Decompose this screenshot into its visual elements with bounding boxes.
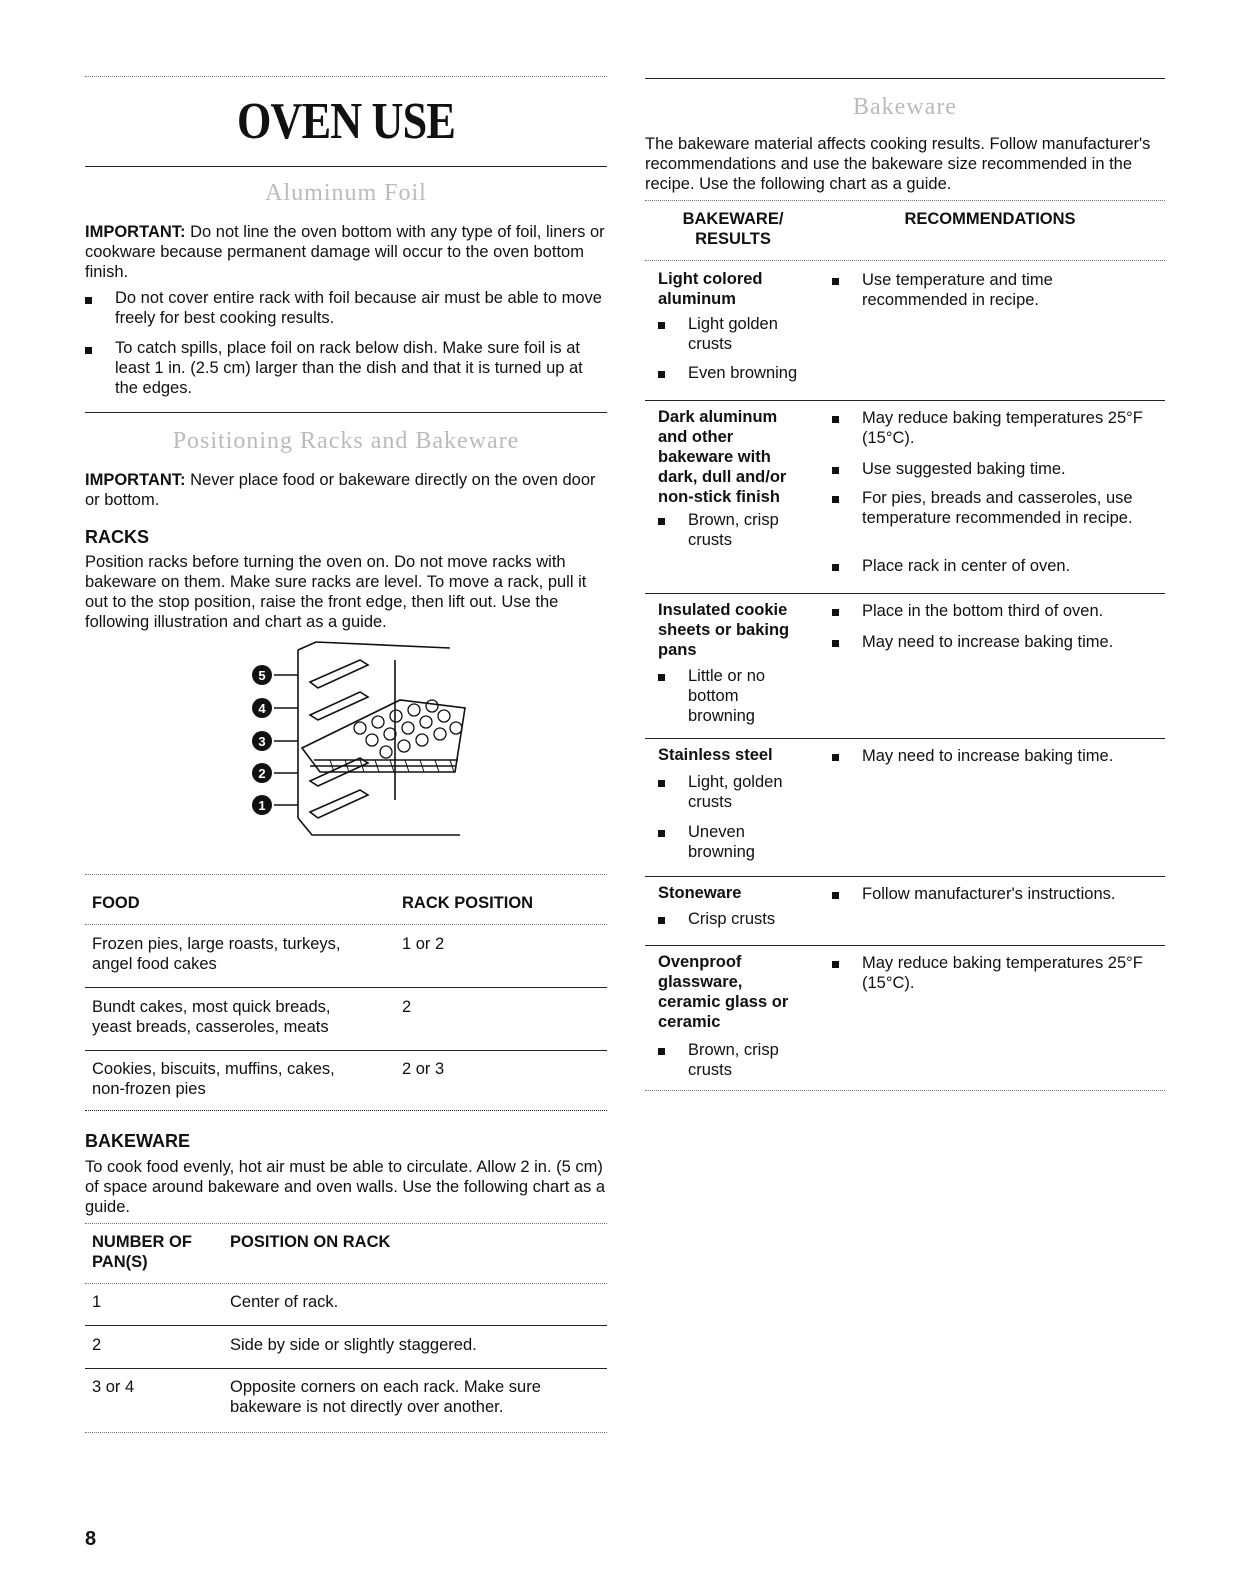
important-label: IMPORTANT: <box>85 223 186 241</box>
pan-position-cell: Opposite corners on each rack. Make sure bakeware is not directly over another. <box>230 1378 541 1416</box>
recommendation-text: May reduce baking temperatures 25°F (15°C). <box>862 409 1143 447</box>
rack-number-label: 5 <box>258 668 266 683</box>
result-item <box>658 314 808 354</box>
position-on-rack-column-header: POSITION ON RACK <box>230 1233 391 1251</box>
top-rule-left <box>85 76 607 77</box>
bakeware-heading: BAKEWARE <box>85 1131 191 1151</box>
result-item <box>658 822 808 862</box>
bakeware-type-name: Stainless steel <box>658 746 773 764</box>
recommendation-item <box>832 488 1162 528</box>
table-rule <box>85 1223 607 1224</box>
bullet-square-icon <box>832 278 839 285</box>
recommendation-text: Follow manufacturer's instructions. <box>862 885 1116 903</box>
table-row-divider <box>645 738 1165 739</box>
pan-position-cell: Center of rack. <box>230 1293 339 1311</box>
racks-heading: RACKS <box>85 527 150 547</box>
rack-number-label: 1 <box>258 798 266 813</box>
bullet-square-icon <box>832 754 839 761</box>
table-row-divider <box>645 593 1165 594</box>
bakeware-type-cell <box>658 600 808 660</box>
bullet-square-icon <box>658 1048 665 1055</box>
recommendation-text: Place in the bottom third of oven. <box>862 602 1104 620</box>
bullet-square-icon <box>85 297 92 304</box>
recommendation-item <box>832 408 1162 448</box>
bakeware-text: To cook food evenly, hot air must be able to circulate. Allow 2 in. (5 cm) of space around bakeware and oven walls. Use the following chart as a guide. <box>85 1158 606 1216</box>
recommendation-text: Use suggested baking time. <box>862 460 1066 478</box>
pans-count-cell: 1 <box>92 1293 102 1311</box>
bakeware-type-cell <box>658 883 808 903</box>
rack-position-cell: 2 or 3 <box>402 1060 445 1078</box>
bullet-square-icon <box>658 674 665 681</box>
recommendation-item <box>832 953 1162 993</box>
rack-number-label: 4 <box>258 701 266 716</box>
recommendation-item <box>832 270 1162 310</box>
recommendation-text: May reduce baking temperatures 25°F (15°C). <box>862 954 1143 992</box>
result-text: Brown, crisp crusts <box>688 1041 779 1079</box>
bullet-square-icon <box>658 830 665 837</box>
foil-bullet-text: To catch spills, place foil on rack below dish. Make sure foil is at least 1 in. (2.5 cm) larger than the dish and that it is turned up at the edges. <box>115 339 583 397</box>
table-rule <box>645 1090 1165 1091</box>
top-rule-right <box>645 78 1165 79</box>
bullet-square-icon <box>658 371 665 378</box>
important-text: Never place food or bakeware directly on the oven door or bottom. <box>85 471 596 509</box>
recommendation-item <box>832 459 1162 479</box>
bakeware-type-name: Stoneware <box>658 884 742 902</box>
rack-position-cell: 1 or 2 <box>402 935 445 953</box>
racks-text: Position racks before turning the oven on. Do not move racks with bakeware on them. Make sure racks are level. To move a rack, pull it out to the stop position, raise the front edge, then lift out. Use the following illustration and chart as a guide. <box>85 553 587 631</box>
result-item <box>658 666 808 726</box>
table-row-divider <box>85 1368 607 1369</box>
pans-count-cell: 3 or 4 <box>92 1378 135 1396</box>
page-title: OVEN USE <box>237 93 455 150</box>
result-text: Light, golden crusts <box>688 773 783 811</box>
recommendation-item <box>832 556 1162 576</box>
rack-position-cell: 2 <box>402 998 412 1016</box>
recommendations-column-header: RECOMMENDATIONS <box>904 210 1076 228</box>
page-number: 8 <box>85 1528 97 1550</box>
result-item <box>658 510 808 550</box>
important-label: IMPORTANT: <box>85 471 186 489</box>
rack-number-label: 2 <box>258 766 266 781</box>
recommendation-item <box>832 884 1162 904</box>
bullet-square-icon <box>658 780 665 787</box>
table-rule <box>645 200 1165 201</box>
table-rule <box>85 1432 607 1433</box>
recommendation-text: Place rack in center of oven. <box>862 557 1071 575</box>
section-heading-aluminum-foil: Aluminum Foil <box>265 180 427 206</box>
table-rule <box>85 924 607 925</box>
bullet-square-icon <box>832 496 839 503</box>
food-cell: Bundt cakes, most quick breads, yeast breads, casseroles, meats <box>92 998 331 1036</box>
pan-position-cell: Side by side or slightly staggered. <box>230 1336 477 1354</box>
table-rule <box>85 1283 607 1284</box>
recommendation-item <box>832 601 1162 621</box>
recommendation-text: Use temperature and time recommended in recipe. <box>862 271 1053 309</box>
bullet-square-icon <box>832 416 839 423</box>
foil-bullet <box>85 338 607 398</box>
foil-bullet <box>85 288 607 328</box>
bakeware-results-column-header: BAKEWARE/ RESULTS <box>682 210 784 248</box>
bullet-square-icon <box>832 961 839 968</box>
bullet-square-icon <box>85 347 92 354</box>
recommendation-text: May need to increase baking time. <box>862 747 1114 765</box>
bakeware-type-name: Dark aluminum and other bakeware with dark, dull and/or non-stick finish <box>658 408 787 506</box>
bullet-square-icon <box>658 518 665 525</box>
table-row-divider <box>645 945 1165 946</box>
result-item <box>658 1040 808 1080</box>
result-text: Light golden crusts <box>688 315 778 353</box>
section-heading-positioning: Positioning Racks and Bakeware <box>172 428 520 454</box>
positioning-important <box>85 470 607 510</box>
important-text: Do not line the oven bottom with any type of foil, liners or cookware because permanent damage will occur to the oven bottom finish. <box>85 223 605 281</box>
food-cell: Frozen pies, large roasts, turkeys, angel food cakes <box>92 935 341 973</box>
table-rule <box>85 874 607 875</box>
table-rule <box>645 260 1165 261</box>
bullet-square-icon <box>832 640 839 647</box>
table-row-divider <box>85 987 607 988</box>
divider <box>85 412 607 413</box>
bakeware-type-cell <box>658 745 808 765</box>
table-row-divider <box>85 1050 607 1051</box>
table-row-divider <box>645 400 1165 401</box>
bakeware-type-cell <box>658 269 808 309</box>
number-of-pans-column-header: NUMBER OF PAN(S) <box>92 1233 192 1271</box>
bullet-square-icon <box>832 564 839 571</box>
bakeware-type-name: Light colored aluminum <box>658 270 763 308</box>
recommendation-text: May need to increase baking time. <box>862 633 1114 651</box>
table-row-divider <box>645 876 1165 877</box>
recommendation-text: For pies, breads and casseroles, use temperature recommended in recipe. <box>862 489 1133 527</box>
result-item <box>658 909 808 929</box>
bullet-square-icon <box>832 609 839 616</box>
bakeware-type-name: Insulated cookie sheets or baking pans <box>658 601 790 659</box>
bakeware-type-cell <box>658 407 808 507</box>
oven-rack-illustration <box>250 640 480 855</box>
result-text: Even browning <box>688 364 798 382</box>
result-text: Crisp crusts <box>688 910 776 928</box>
bullet-square-icon <box>658 917 665 924</box>
result-text: Uneven browning <box>688 823 755 861</box>
recommendation-item <box>832 746 1162 766</box>
bullet-square-icon <box>658 322 665 329</box>
bakeware-intro: The bakeware material affects cooking results. Follow manufacturer's recommendations and use the bakeware size recommended in the recipe. Use the following chart as a guide. <box>645 135 1151 193</box>
recommendation-item <box>832 632 1162 652</box>
bakeware-type-name: Ovenproof glassware, ceramic glass or ceramic <box>658 953 789 1031</box>
rack-position-column-header: RACK POSITION <box>402 894 534 912</box>
divider <box>85 166 607 167</box>
bullet-square-icon <box>832 467 839 474</box>
pans-count-cell: 2 <box>92 1336 102 1354</box>
result-text: Brown, crisp crusts <box>688 511 779 549</box>
result-item <box>658 363 808 383</box>
rack-number-label: 3 <box>258 734 266 749</box>
section-heading-bakeware: Bakeware <box>853 94 957 120</box>
foil-bullet-text: Do not cover entire rack with foil because air must be able to move freely for best cooking results. <box>115 289 602 327</box>
bullet-square-icon <box>832 892 839 899</box>
result-text: Little or no bottom browning <box>688 667 766 725</box>
food-column-header: FOOD <box>92 894 140 912</box>
food-cell: Cookies, biscuits, muffins, cakes, non-frozen pies <box>92 1060 335 1098</box>
table-row-divider <box>85 1325 607 1326</box>
result-item <box>658 772 808 812</box>
table-rule <box>85 1110 607 1111</box>
foil-important <box>85 222 607 282</box>
bakeware-type-cell <box>658 952 808 1032</box>
